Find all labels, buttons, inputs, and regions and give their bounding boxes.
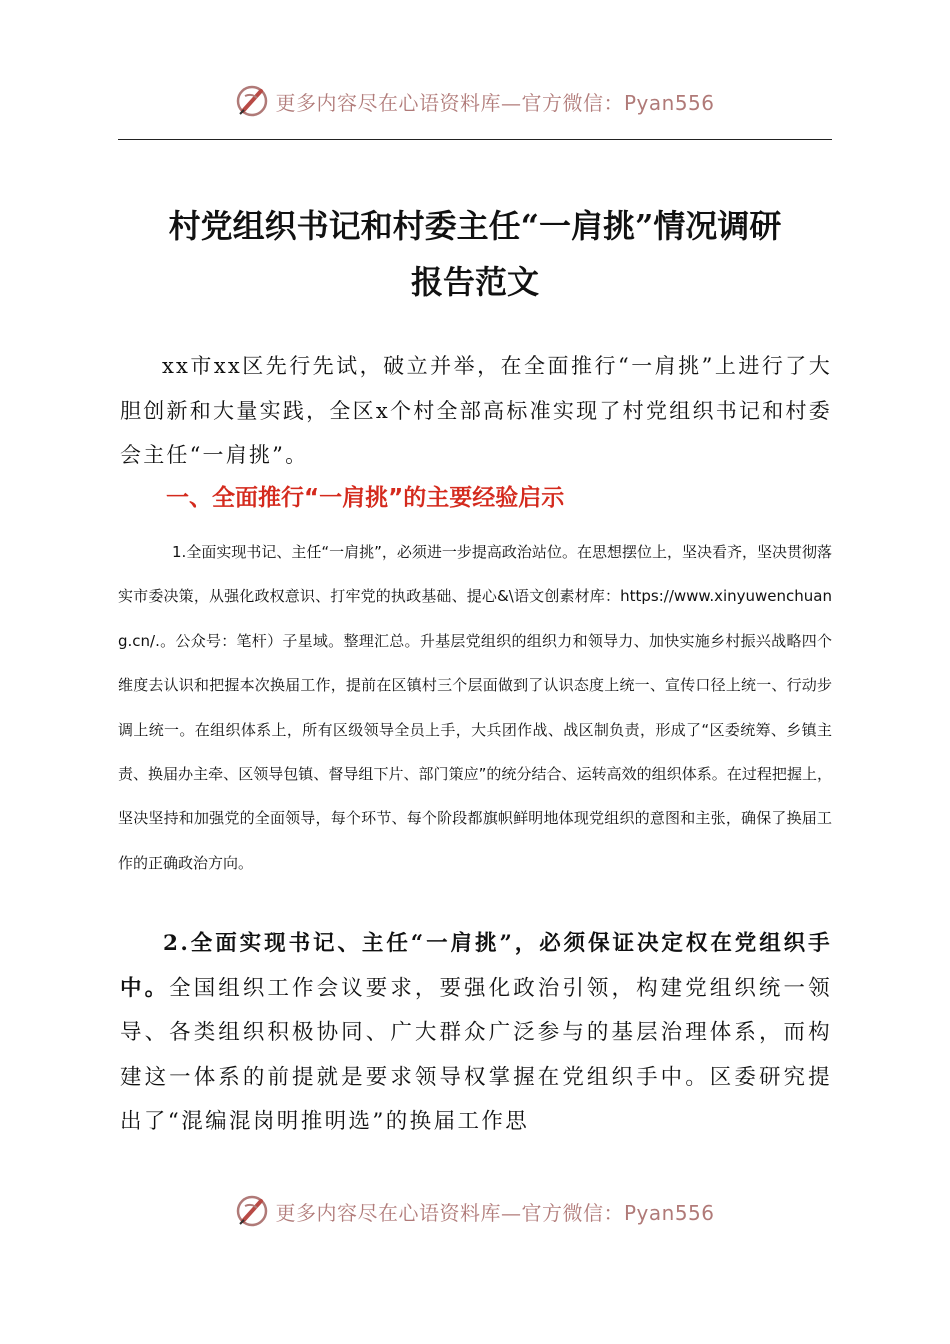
pen-logo-icon [235, 84, 269, 118]
section-heading: 一、全面推行“一肩挑”的主要经验启示 [166, 485, 565, 511]
point-1-paragraph: 1.全面实现书记、主任“一肩挑”，必须进一步提高政治站位。在思想摆位上，坚决看齐，坚决贯彻落实市委决策，从强化政权意识、打牢党的执政基础、提心&\语文创素材库：https://www.xinyuwenchuang.cn/.。公众号：笔杆）子星域。整理汇总。升基层党组织的组织力和领导力、加快实施乡村振兴战略四个维度去认识和把握本次换届工作，提前在区镇村三个层面做到了认识态度上统一、宣传口径上统一、行动步调上统一。在组织体系上，所有区级领导全员上手，大兵团作战、战区制负责，形成了“区委统筹、乡镇主责、换届办主牵、区领导包镇、督导组下片、部门策应”的统分结合、运转高效的组织体系。在过程把握上，坚决坚持和加强党的全面领导，每个环节、每个阶段都旗帜鲜明地体现党组织的意图和主张，确保了换届工作的正确政治方向。 [118, 543, 832, 872]
pen-logo-icon [235, 1194, 269, 1228]
point-2-lead: 2.全面实现书记、主任“一肩挑”，必须保证决定权在党组织手中。 [120, 931, 832, 1001]
title-line-1: 村党组织书记和村委主任“一肩挑”情况调研 [168, 207, 782, 245]
watermark-text: 更多内容尽在心语资料库—官方微信： [275, 1200, 624, 1225]
point-2-paragraph [120, 922, 832, 1145]
footer-watermark [0, 1194, 950, 1228]
title-line-2: 报告范文 [410, 263, 539, 301]
header-divider [118, 139, 832, 140]
point-2-body: 全国组织工作会议要求，要强化政治引领，构建党组织统一领导、各类组织积极协同、广大群众广泛参与的基层治理体系，而构建这一体系的前提就是要求领导权掌握在党组织手中。区委研究提出了“混编混岗明推明选”的换届工作思 [120, 975, 832, 1135]
wechat-id: Pyan556 [623, 90, 715, 115]
header-watermark [0, 84, 950, 118]
page-title [110, 198, 840, 310]
wechat-id: Pyan556 [623, 1200, 715, 1225]
intro-paragraph: xx市xx区先行先试，破立并举，在全面推行“一肩挑”上进行了大胆创新和大量实践，全区x个村全部高标准实现了村党组织书记和村委会主任“一肩挑”。 [120, 354, 832, 467]
watermark-text: 更多内容尽在心语资料库—官方微信： [275, 90, 624, 115]
